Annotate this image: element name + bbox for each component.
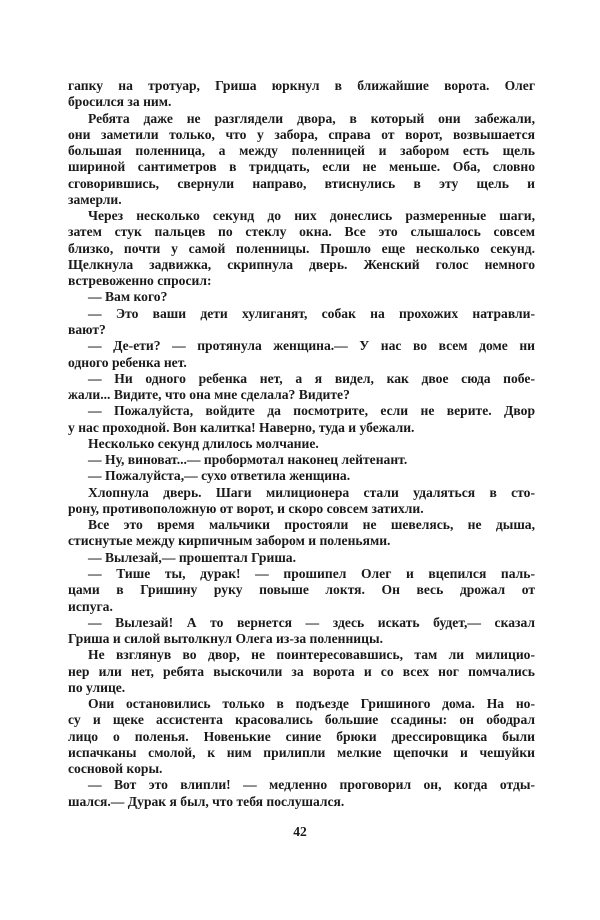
book-page-text [68,78,535,810]
text-line: Несколько секунд длилось молчание. [88,435,319,451]
text-line: бросился за ним. [68,94,172,110]
text-line: Они остановились только в подъезде Гришиного дома. На но- [88,696,535,712]
text-line: гапку на тротуар, Гриша юркнул в ближайшие ворота. Олег [68,78,535,93]
text-line: — Ни одного ребенка нет, а я видел, как двое сюда побе- [88,370,535,386]
text-line: Щелкнула задвижка, скрипнула дверь. Женский голос немного [68,256,535,272]
text-line: Через несколько секунд до них донеслись размеренные шаги, [88,208,535,224]
text-line: вают? [68,321,106,337]
text-line: — Пожалуйста,— сухо ответила женщина. [88,468,351,484]
text-line: сговорившись, свернули направо, втиснулись в эту щель и [68,175,535,191]
text-line: замерли. [68,191,122,207]
text-line: жали... Видите, что она мне сделала? Видите? [68,387,350,403]
text-line: — Де-ети? — протянула женщина.— У нас во всем доме ни [88,338,535,354]
text-line: стиснутые между кирпичным забором и поленьями. [68,533,391,549]
text-line: цами в Гришину руку повыше локтя. Он весь дрожал от [68,582,535,598]
text-line: Не взглянув во двор, не поинтересовавшись, там ли милицио- [88,647,535,663]
text-line: Гриша и силой вытолкнул Олега из-за поленницы. [68,631,383,647]
text-line: по улице. [68,679,126,695]
text-line: испуга. [68,598,113,614]
text-line: — Вот это влипли! — медленно проговорил он, когда отды- [88,777,535,793]
text-line: — Пожалуйста, войдите да посмотрите, если не верите. Двор [88,403,535,419]
text-line: су и щеке ассистента красовались большие ссадины: он ободрал [68,712,535,728]
text-line: близко, почти у самой поленницы. Прошло еще несколько секунд. [68,240,535,256]
text-line: у нас проходной. Вон калитка! Наверно, туда и убежали. [68,419,415,435]
text-line: рону, противоположную от ворот, и скоро совсем затихли. [68,500,424,516]
text-line: встревоженно спросил: [68,273,212,289]
text-line: — Ну, виноват...— пробормотал наконец лейтенант. [88,452,408,468]
text-line: Ребята даже не разглядели двора, в который они забежали, [88,110,535,126]
text-line: они заметили только, что у забора, справа от ворот, возвышается [68,126,535,142]
text-line: нер или нет, ребята выскочили за ворота и со всех ног помчались [68,663,535,679]
text-line: испачканы смолой, к ним прилипли мелкие щепочки и чешуйки [68,744,535,760]
text-line: — Это ваши дети хулиганят, собак на прохожих натравли- [88,305,535,321]
text-line: затем стук пальцев по стеклу окна. Все это слышалось совсем [68,224,535,240]
text-line: Все это время мальчики простояли не шевелясь, не дыша, [88,517,535,533]
page-number: 42 [293,824,307,839]
text-line: Хлопнула дверь. Шаги милиционера стали удаляться в сто- [88,484,535,500]
text-line: шался.— Дурак я был, что тебя послушался. [68,793,345,809]
text-line: одного ребенка нет. [68,354,187,370]
text-line: — Вам кого? [88,289,168,305]
text-line: шириной сантиметров в тридцать, если не меньше. Оба, словно [68,159,535,175]
text-line: — Вылезай! А то вернется — здесь искать будет,— сказал [88,614,535,630]
text-line: лицо о поленья. Новенькие синие брюки дрессировщика были [68,728,535,744]
text-line: — Вылезай,— прошептал Гриша. [88,549,296,565]
text-line: — Тише ты, дурак! — прошипел Олег и вцепился паль- [88,565,535,581]
text-line: сосновой коры. [68,761,163,777]
text-line: большая поленница, а между поленницей и забором есть щель [68,143,535,159]
